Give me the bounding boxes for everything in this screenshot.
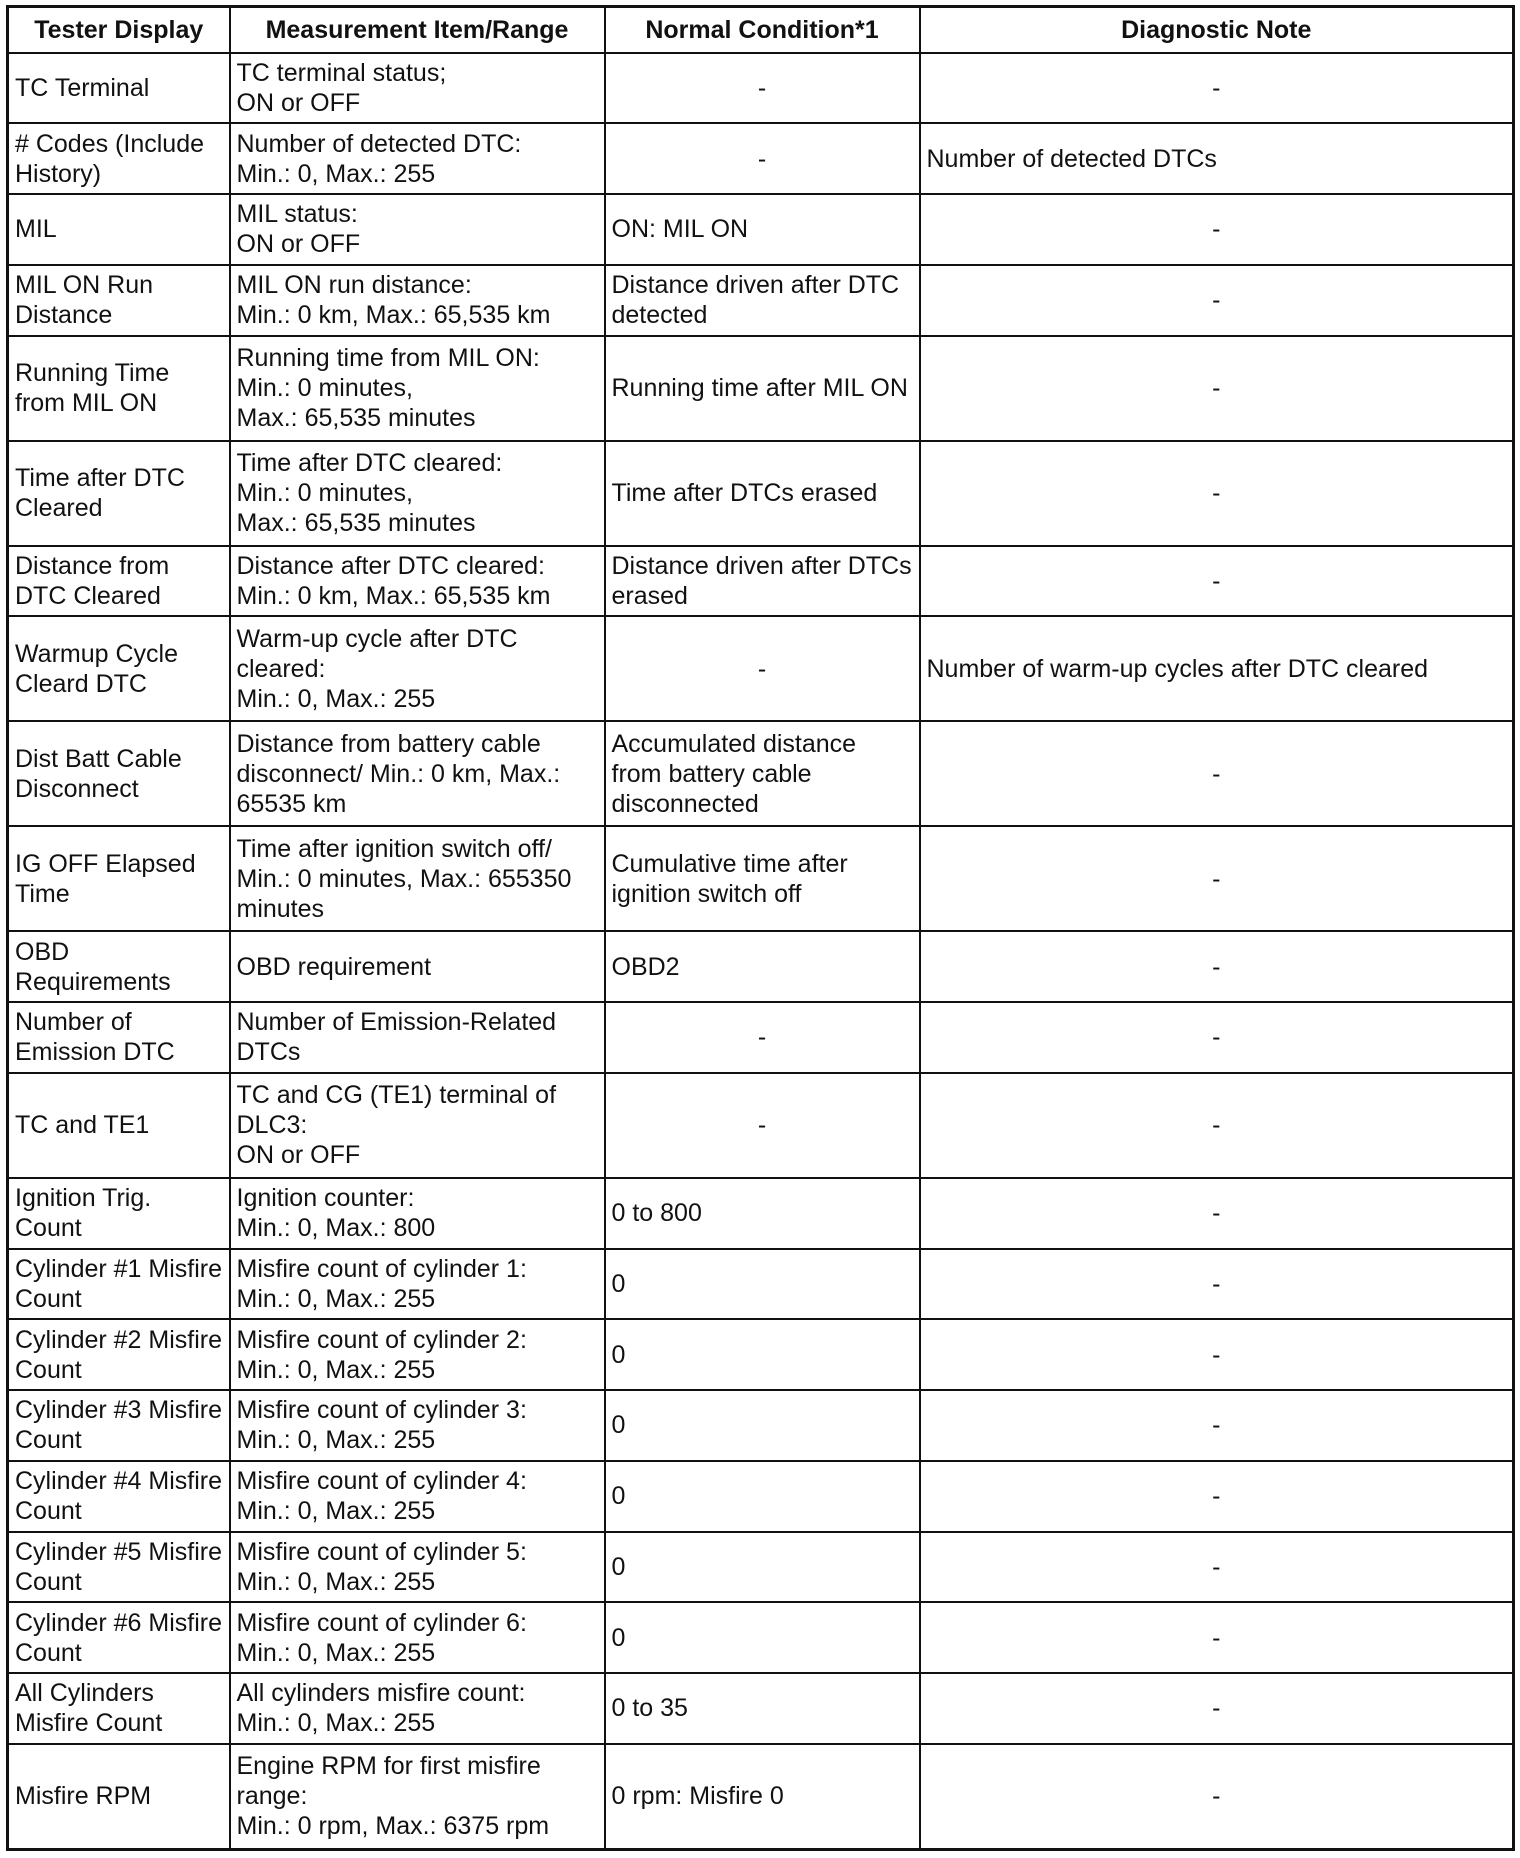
- cell-measurement-item: [230, 546, 605, 617]
- cell-measurement-item: [230, 1602, 605, 1673]
- cell-normal-condition-text: 0: [611, 1482, 626, 1511]
- cell-normal-condition-text: 0: [611, 1269, 626, 1298]
- cell-measurement-item-text: Misfire count of cylinder 6: Min.: 0, Max.: 255: [236, 1608, 527, 1667]
- table-row: [8, 931, 1514, 1002]
- cell-tester-display: [8, 1390, 230, 1461]
- cell-tester-display: [8, 721, 230, 826]
- cell-tester-display-text: All Cylinders Misfire Count: [15, 1679, 163, 1738]
- cell-diagnostic-note-text: -: [1212, 1269, 1221, 1298]
- table-row: [8, 265, 1514, 336]
- cell-normal-condition-text: 0 to 35: [611, 1694, 688, 1723]
- data-list-table: [6, 5, 1515, 1851]
- cell-tester-display: [8, 123, 230, 194]
- table-row: [8, 1073, 1514, 1178]
- cell-diagnostic-note-text: -: [1212, 1694, 1221, 1723]
- cell-diagnostic-note-text: -: [1212, 759, 1221, 788]
- cell-diagnostic-note: [920, 441, 1514, 546]
- cell-diagnostic-note-text: -: [1212, 1199, 1221, 1228]
- table-row: [8, 336, 1514, 441]
- cell-diagnostic-note-text: -: [1212, 1782, 1221, 1811]
- cell-tester-display-text: MIL ON Run Distance: [15, 271, 154, 330]
- cell-diagnostic-note-text: -: [1212, 1623, 1221, 1652]
- header-row: [8, 7, 1514, 53]
- cell-measurement-item-text: MIL status: ON or OFF: [236, 200, 361, 259]
- cell-normal-condition: [605, 123, 920, 194]
- cell-measurement-item-text: Misfire count of cylinder 5: Min.: 0, Max.: 255: [236, 1537, 527, 1596]
- table-row: [8, 1744, 1514, 1850]
- table-body: [8, 53, 1514, 1850]
- cell-tester-display-text: Cylinder #6 Misfire Count: [15, 1608, 223, 1667]
- cell-normal-condition-text: 0: [611, 1623, 626, 1652]
- cell-measurement-item: [230, 336, 605, 441]
- cell-diagnostic-note: [920, 616, 1514, 721]
- cell-diagnostic-note-text: -: [1212, 374, 1221, 402]
- cell-normal-condition-text: ON: MIL ON: [611, 215, 749, 244]
- cell-diagnostic-note-text: -: [1212, 1111, 1221, 1140]
- table-row: [8, 1673, 1514, 1744]
- cell-normal-condition: [605, 1602, 920, 1673]
- cell-measurement-item: [230, 1673, 605, 1744]
- cell-measurement-item-text: MIL ON run distance: Min.: 0 km, Max.: 65,535 km: [236, 271, 551, 330]
- cell-diagnostic-note-text: -: [1212, 1340, 1221, 1369]
- cell-normal-condition: [605, 1744, 920, 1850]
- cell-tester-display-text: Cylinder #1 Misfire Count: [15, 1254, 223, 1313]
- cell-diagnostic-note: [920, 265, 1514, 336]
- cell-measurement-item-text: Misfire count of cylinder 2: Min.: 0, Max.: 255: [236, 1325, 527, 1384]
- cell-diagnostic-note: [920, 546, 1514, 617]
- cell-tester-display: [8, 1673, 230, 1744]
- table-row: [8, 1319, 1514, 1390]
- cell-diagnostic-note-text: -: [1212, 864, 1221, 893]
- cell-diagnostic-note-text: -: [1212, 1411, 1221, 1440]
- cell-normal-condition: [605, 265, 920, 336]
- cell-diagnostic-note-text: -: [1212, 73, 1221, 102]
- cell-normal-condition-text: -: [757, 1111, 767, 1140]
- cell-measurement-item-text: OBD requirement: [236, 952, 432, 981]
- cell-tester-display: [8, 53, 230, 124]
- header-tester-display: Tester Display: [8, 7, 230, 53]
- cell-diagnostic-note: [920, 1073, 1514, 1178]
- cell-tester-display: [8, 546, 230, 617]
- cell-diagnostic-note: [920, 721, 1514, 826]
- cell-normal-condition: [605, 441, 920, 546]
- cell-diagnostic-note-text: -: [1212, 566, 1221, 595]
- cell-measurement-item-text: Number of Emission-Related DTCs: [236, 1008, 557, 1067]
- cell-diagnostic-note: [920, 1532, 1514, 1603]
- cell-diagnostic-note-text: -: [1212, 215, 1221, 244]
- cell-tester-display-text: OBD Requirements: [15, 937, 171, 996]
- cell-normal-condition: [605, 721, 920, 826]
- cell-tester-display: [8, 826, 230, 931]
- cell-normal-condition-text: 0: [611, 1411, 626, 1440]
- table-row: [8, 1532, 1514, 1603]
- cell-tester-display-text: Misfire RPM: [15, 1782, 152, 1811]
- cell-diagnostic-note-text: -: [1212, 1023, 1221, 1052]
- cell-tester-display: [8, 1532, 230, 1603]
- cell-tester-display: [8, 1744, 230, 1850]
- table-row: [8, 53, 1514, 124]
- cell-measurement-item: [230, 123, 605, 194]
- table-row: [8, 1390, 1514, 1461]
- cell-measurement-item-text: Time after DTC cleared: Min.: 0 minutes, Max.: 65,535 minutes: [236, 449, 503, 537]
- cell-diagnostic-note: [920, 1249, 1514, 1320]
- cell-diagnostic-note: [920, 826, 1514, 931]
- cell-tester-display-text: IG OFF Elapsed Time: [15, 849, 196, 908]
- table-row: [8, 616, 1514, 721]
- cell-normal-condition-text: 0: [611, 1552, 626, 1581]
- cell-normal-condition-text: -: [757, 144, 767, 173]
- header-diagnostic-note: Diagnostic Note: [920, 7, 1514, 53]
- cell-normal-condition-text: Cumulative time after ignition switch off: [611, 849, 848, 908]
- cell-diagnostic-note: [920, 1390, 1514, 1461]
- cell-measurement-item: [230, 1002, 605, 1073]
- cell-measurement-item: [230, 826, 605, 931]
- cell-diagnostic-note: [920, 1602, 1514, 1673]
- cell-tester-display: [8, 1602, 230, 1673]
- cell-normal-condition: [605, 1532, 920, 1603]
- table-row: [8, 441, 1514, 546]
- cell-measurement-item: [230, 441, 605, 546]
- cell-normal-condition-text: Accumulated distance from battery cable disconnected: [611, 729, 857, 818]
- cell-measurement-item-text: Distance after DTC cleared: Min.: 0 km, Max.: 65,535 km: [236, 551, 551, 610]
- cell-diagnostic-note-text: Number of detected DTCs: [926, 144, 1217, 173]
- cell-tester-display: [8, 1461, 230, 1532]
- cell-tester-display: [8, 931, 230, 1002]
- cell-tester-display-text: Cylinder #4 Misfire Count: [15, 1467, 223, 1526]
- cell-diagnostic-note: [920, 123, 1514, 194]
- cell-normal-condition-text: 0: [611, 1340, 626, 1369]
- table-row: [8, 1249, 1514, 1320]
- cell-measurement-item: [230, 1390, 605, 1461]
- cell-measurement-item-text: TC and CG (TE1) terminal of DLC3: ON or OFF: [236, 1081, 557, 1170]
- cell-measurement-item-text: Ignition counter: Min.: 0, Max.: 800: [236, 1184, 436, 1243]
- cell-tester-display-text: Time after DTC Cleared: [15, 464, 185, 522]
- cell-normal-condition: [605, 1073, 920, 1178]
- cell-measurement-item-text: Running time from MIL ON: Min.: 0 minutes, Max.: 65,535 minutes: [236, 344, 540, 432]
- cell-measurement-item-text: All cylinders misfire count: Min.: 0, Max.: 255: [236, 1679, 526, 1738]
- cell-diagnostic-note: [920, 194, 1514, 265]
- cell-tester-display-text: TC Terminal: [15, 73, 150, 102]
- cell-measurement-item-text: Misfire count of cylinder 4: Min.: 0, Max.: 255: [236, 1467, 527, 1526]
- table-row: [8, 721, 1514, 826]
- cell-measurement-item-text: TC terminal status; ON or OFF: [236, 58, 447, 117]
- cell-measurement-item-text: Engine RPM for first misfire range: Min.: 0 rpm, Max.: 6375 rpm: [236, 1752, 550, 1841]
- cell-diagnostic-note-text: -: [1212, 952, 1221, 981]
- cell-normal-condition-text: Distance driven after DTCs erased: [611, 551, 912, 610]
- header-normal-condition: Normal Condition*1: [605, 7, 920, 53]
- cell-measurement-item: [230, 931, 605, 1002]
- cell-tester-display-text: Distance from DTC Cleared: [15, 551, 170, 610]
- cell-diagnostic-note: [920, 1744, 1514, 1850]
- cell-diagnostic-note-text: Number of warm-up cycles after DTC cleared: [926, 654, 1429, 683]
- cell-normal-condition: [605, 1002, 920, 1073]
- table-row: [8, 1461, 1514, 1532]
- cell-measurement-item: [230, 265, 605, 336]
- cell-normal-condition-text: Running time after MIL ON: [611, 374, 908, 402]
- cell-tester-display: [8, 194, 230, 265]
- cell-measurement-item-text: Time after ignition switch off/ Min.: 0 minutes, Max.: 655350 minutes: [236, 834, 572, 923]
- cell-normal-condition: [605, 826, 920, 931]
- cell-measurement-item: [230, 1461, 605, 1532]
- cell-measurement-item-text: Distance from battery cable disconnect/ Min.: 0 km, Max.: 65535 km: [236, 729, 561, 818]
- cell-normal-condition: [605, 53, 920, 124]
- cell-normal-condition: [605, 1178, 920, 1249]
- table-header: [8, 7, 1514, 53]
- cell-diagnostic-note: [920, 1002, 1514, 1073]
- cell-tester-display: [8, 265, 230, 336]
- cell-normal-condition-text: Time after DTCs erased: [611, 479, 878, 507]
- cell-tester-display-text: Cylinder #3 Misfire Count: [15, 1396, 223, 1455]
- cell-tester-display: [8, 1002, 230, 1073]
- table-row: [8, 826, 1514, 931]
- table-row: [8, 1602, 1514, 1673]
- cell-measurement-item: [230, 194, 605, 265]
- cell-diagnostic-note: [920, 53, 1514, 124]
- cell-normal-condition: [605, 1390, 920, 1461]
- table-row: [8, 123, 1514, 194]
- cell-normal-condition-text: -: [757, 654, 767, 683]
- cell-measurement-item: [230, 53, 605, 124]
- cell-measurement-item-text: Number of detected DTC: Min.: 0, Max.: 255: [236, 129, 522, 188]
- cell-tester-display: [8, 1319, 230, 1390]
- cell-tester-display-text: MIL: [15, 215, 57, 244]
- cell-tester-display: [8, 441, 230, 546]
- cell-tester-display-text: Cylinder #2 Misfire Count: [15, 1325, 223, 1384]
- cell-normal-condition: [605, 931, 920, 1002]
- table-row: [8, 194, 1514, 265]
- cell-measurement-item-text: Misfire count of cylinder 3: Min.: 0, Max.: 255: [236, 1396, 527, 1455]
- cell-normal-condition-text: 0 rpm: Misfire 0: [611, 1782, 784, 1811]
- cell-tester-display: [8, 1249, 230, 1320]
- cell-tester-display-text: Running Time from MIL ON: [15, 359, 170, 417]
- table-row: [8, 546, 1514, 617]
- cell-diagnostic-note-text: -: [1212, 286, 1221, 315]
- cell-normal-condition: [605, 336, 920, 441]
- table-row: [8, 1002, 1514, 1073]
- cell-tester-display-text: # Codes (Include History): [15, 129, 205, 188]
- cell-measurement-item-text: Misfire count of cylinder 1: Min.: 0, Max.: 255: [236, 1254, 527, 1313]
- cell-diagnostic-note: [920, 1461, 1514, 1532]
- cell-measurement-item: [230, 1744, 605, 1850]
- cell-tester-display: [8, 1073, 230, 1178]
- cell-diagnostic-note: [920, 931, 1514, 1002]
- cell-tester-display-text: Dist Batt Cable Disconnect: [15, 744, 182, 803]
- cell-normal-condition-text: -: [757, 73, 767, 102]
- cell-measurement-item: [230, 721, 605, 826]
- cell-tester-display-text: Ignition Trig. Count: [15, 1184, 152, 1243]
- cell-diagnostic-note: [920, 1673, 1514, 1744]
- cell-diagnostic-note-text: -: [1212, 479, 1221, 507]
- table-row: [8, 1178, 1514, 1249]
- cell-normal-condition-text: 0 to 800: [611, 1199, 702, 1228]
- cell-normal-condition: [605, 546, 920, 617]
- cell-diagnostic-note: [920, 1178, 1514, 1249]
- cell-tester-display-text: TC and TE1: [15, 1111, 150, 1140]
- cell-normal-condition: [605, 1461, 920, 1532]
- cell-tester-display-text: Cylinder #5 Misfire Count: [15, 1537, 223, 1596]
- cell-normal-condition: [605, 194, 920, 265]
- cell-normal-condition: [605, 1319, 920, 1390]
- cell-normal-condition-text: Distance driven after DTC detected: [611, 271, 900, 330]
- cell-normal-condition: [605, 1673, 920, 1744]
- cell-measurement-item-text: Warm-up cycle after DTC cleared: Min.: 0, Max.: 255: [236, 624, 518, 713]
- cell-normal-condition-text: OBD2: [611, 952, 680, 981]
- cell-measurement-item: [230, 1249, 605, 1320]
- cell-measurement-item: [230, 1319, 605, 1390]
- cell-normal-condition: [605, 1249, 920, 1320]
- cell-measurement-item: [230, 1073, 605, 1178]
- cell-tester-display: [8, 616, 230, 721]
- cell-tester-display-text: Warmup Cycle Cleard DTC: [15, 639, 178, 698]
- cell-tester-display: [8, 336, 230, 441]
- cell-diagnostic-note: [920, 1319, 1514, 1390]
- cell-normal-condition: [605, 616, 920, 721]
- cell-measurement-item: [230, 616, 605, 721]
- header-measurement-item: Measurement Item/Range: [230, 7, 605, 53]
- cell-diagnostic-note: [920, 336, 1514, 441]
- cell-tester-display: [8, 1178, 230, 1249]
- cell-diagnostic-note-text: -: [1212, 1552, 1221, 1581]
- cell-diagnostic-note-text: -: [1212, 1482, 1221, 1511]
- cell-measurement-item: [230, 1532, 605, 1603]
- cell-measurement-item: [230, 1178, 605, 1249]
- cell-normal-condition-text: -: [757, 1023, 767, 1052]
- cell-tester-display-text: Number of Emission DTC: [15, 1008, 175, 1067]
